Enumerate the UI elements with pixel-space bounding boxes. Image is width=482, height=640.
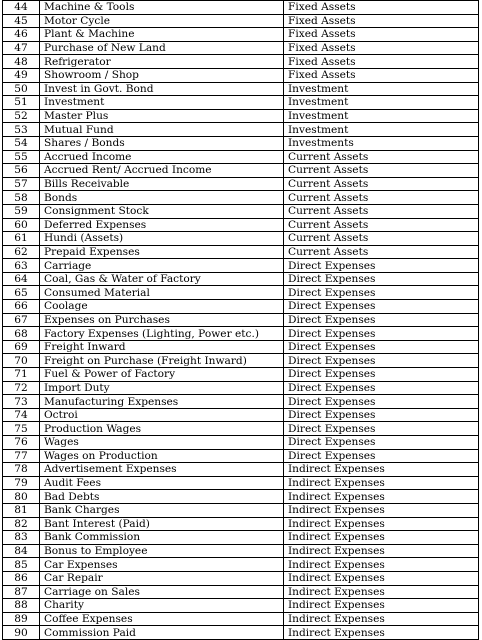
account-group-cell: Indirect Expenses: [284, 463, 479, 477]
table-row: [3, 422, 479, 436]
account-group-cell: Investment: [284, 109, 479, 123]
row-number-cell: 72: [3, 381, 40, 395]
ledger-name-cell: Fuel & Power of Factory: [40, 368, 284, 382]
table-row: [3, 313, 479, 327]
ledger-name-cell: Accrued Income: [40, 150, 284, 164]
account-group-cell: Direct Expenses: [284, 449, 479, 463]
table-row: [3, 96, 479, 110]
row-number-cell: 69: [3, 340, 40, 354]
ledger-name-cell: Wages: [40, 436, 284, 450]
ledger-name-cell: Bonus to Employee: [40, 544, 284, 558]
ledger-name-cell: Octroi: [40, 408, 284, 422]
row-number-cell: 73: [3, 395, 40, 409]
account-group-cell: Indirect Expenses: [284, 531, 479, 545]
ledger-name-cell: Machine & Tools: [40, 1, 284, 15]
table-row: [3, 585, 479, 599]
account-group-cell: Indirect Expenses: [284, 571, 479, 585]
ledger-name-cell: Accrued Rent/ Accrued Income: [40, 164, 284, 178]
table-row: [3, 381, 479, 395]
ledger-name-cell: Consumed Material: [40, 286, 284, 300]
table-row: [3, 204, 479, 218]
table-row: [3, 503, 479, 517]
row-number-cell: 61: [3, 232, 40, 246]
account-group-cell: Direct Expenses: [284, 300, 479, 314]
account-group-cell: Indirect Expenses: [284, 626, 479, 640]
row-number-cell: 90: [3, 626, 40, 640]
table-row: [3, 177, 479, 191]
table-row: [3, 340, 479, 354]
row-number-cell: 53: [3, 123, 40, 137]
account-group-cell: Indirect Expenses: [284, 558, 479, 572]
table-row: [3, 517, 479, 531]
ledger-name-cell: Advertisement Expenses: [40, 463, 284, 477]
row-number-cell: 78: [3, 463, 40, 477]
account-group-cell: Direct Expenses: [284, 354, 479, 368]
ledger-name-cell: Mutual Fund: [40, 123, 284, 137]
table-row: [3, 599, 479, 613]
account-group-cell: Investment: [284, 96, 479, 110]
ledger-name-cell: Purchase of New Land: [40, 41, 284, 55]
account-group-cell: Fixed Assets: [284, 14, 479, 28]
table-row: [3, 259, 479, 273]
ledger-name-cell: Consignment Stock: [40, 204, 284, 218]
row-number-cell: 70: [3, 354, 40, 368]
row-number-cell: 89: [3, 612, 40, 626]
row-number-cell: 55: [3, 150, 40, 164]
ledger-name-cell: Car Repair: [40, 571, 284, 585]
ledger-name-cell: Coolage: [40, 300, 284, 314]
ledger-name-cell: Prepaid Expenses: [40, 245, 284, 259]
ledger-name-cell: Master Plus: [40, 109, 284, 123]
ledger-name-cell: Coal, Gas & Water of Factory: [40, 272, 284, 286]
row-number-cell: 44: [3, 1, 40, 15]
ledger-group-table: [2, 0, 479, 640]
ledger-name-cell: Hundi (Assets): [40, 232, 284, 246]
row-number-cell: 82: [3, 517, 40, 531]
row-number-cell: 71: [3, 368, 40, 382]
table-row: [3, 395, 479, 409]
table-row: [3, 14, 479, 28]
account-group-cell: Indirect Expenses: [284, 517, 479, 531]
row-number-cell: 66: [3, 300, 40, 314]
row-number-cell: 84: [3, 544, 40, 558]
table-row: [3, 354, 479, 368]
ledger-name-cell: Freight on Purchase (Freight Inward): [40, 354, 284, 368]
ledger-name-cell: Production Wages: [40, 422, 284, 436]
ledger-name-cell: Bonds: [40, 191, 284, 205]
account-group-cell: Indirect Expenses: [284, 599, 479, 613]
table-row: [3, 232, 479, 246]
account-group-cell: Investment: [284, 82, 479, 96]
table-row: [3, 28, 479, 42]
account-group-cell: Fixed Assets: [284, 68, 479, 82]
row-number-cell: 46: [3, 28, 40, 42]
table-row: [3, 286, 479, 300]
account-group-cell: Direct Expenses: [284, 395, 479, 409]
table-row: [3, 626, 479, 640]
row-number-cell: 63: [3, 259, 40, 273]
account-group-cell: Indirect Expenses: [284, 585, 479, 599]
row-number-cell: 67: [3, 313, 40, 327]
row-number-cell: 81: [3, 503, 40, 517]
row-number-cell: 54: [3, 136, 40, 150]
ledger-name-cell: Bad Debts: [40, 490, 284, 504]
account-group-cell: Direct Expenses: [284, 327, 479, 341]
account-group-cell: Direct Expenses: [284, 340, 479, 354]
ledger-name-cell: Manufacturing Expenses: [40, 395, 284, 409]
ledger-name-cell: Import Duty: [40, 381, 284, 395]
table-row: [3, 136, 479, 150]
row-number-cell: 76: [3, 436, 40, 450]
row-number-cell: 58: [3, 191, 40, 205]
row-number-cell: 88: [3, 599, 40, 613]
table-row: [3, 218, 479, 232]
table-row: [3, 82, 479, 96]
row-number-cell: 79: [3, 476, 40, 490]
ledger-name-cell: Car Expenses: [40, 558, 284, 572]
ledger-name-cell: Commission Paid: [40, 626, 284, 640]
row-number-cell: 51: [3, 96, 40, 110]
table-row: [3, 123, 479, 137]
account-group-cell: Current Assets: [284, 204, 479, 218]
row-number-cell: 47: [3, 41, 40, 55]
ledger-name-cell: Plant & Machine: [40, 28, 284, 42]
table-row: [3, 436, 479, 450]
account-group-cell: Indirect Expenses: [284, 476, 479, 490]
row-number-cell: 62: [3, 245, 40, 259]
account-group-cell: Fixed Assets: [284, 55, 479, 69]
ledger-name-cell: Bills Receivable: [40, 177, 284, 191]
account-group-cell: Current Assets: [284, 245, 479, 259]
table-row: [3, 272, 479, 286]
account-group-cell: Direct Expenses: [284, 272, 479, 286]
ledger-name-cell: Carriage: [40, 259, 284, 273]
table-row: [3, 612, 479, 626]
account-group-cell: Indirect Expenses: [284, 490, 479, 504]
account-group-cell: Direct Expenses: [284, 259, 479, 273]
row-number-cell: 80: [3, 490, 40, 504]
table-row: [3, 558, 479, 572]
ledger-name-cell: Bank Commission: [40, 531, 284, 545]
ledger-name-cell: Shares / Bonds: [40, 136, 284, 150]
table-row: [3, 245, 479, 259]
row-number-cell: 45: [3, 14, 40, 28]
account-group-cell: Investments: [284, 136, 479, 150]
row-number-cell: 87: [3, 585, 40, 599]
table-row: [3, 191, 479, 205]
account-group-cell: Fixed Assets: [284, 28, 479, 42]
account-group-cell: Direct Expenses: [284, 436, 479, 450]
row-number-cell: 75: [3, 422, 40, 436]
account-group-cell: Current Assets: [284, 232, 479, 246]
row-number-cell: 74: [3, 408, 40, 422]
table-row: [3, 164, 479, 178]
row-number-cell: 77: [3, 449, 40, 463]
row-number-cell: 49: [3, 68, 40, 82]
row-number-cell: 68: [3, 327, 40, 341]
account-group-cell: Direct Expenses: [284, 422, 479, 436]
account-group-cell: Current Assets: [284, 218, 479, 232]
table-row: [3, 463, 479, 477]
ledger-name-cell: Freight Inward: [40, 340, 284, 354]
ledger-name-cell: Coffee Expenses: [40, 612, 284, 626]
account-group-cell: Indirect Expenses: [284, 544, 479, 558]
account-group-cell: Direct Expenses: [284, 313, 479, 327]
table-row: [3, 41, 479, 55]
row-number-cell: 59: [3, 204, 40, 218]
table-row: [3, 300, 479, 314]
row-number-cell: 83: [3, 531, 40, 545]
ledger-name-cell: Factory Expenses (Lighting, Power etc.): [40, 327, 284, 341]
ledger-name-cell: Bant Interest (Paid): [40, 517, 284, 531]
table-row: [3, 368, 479, 382]
row-number-cell: 60: [3, 218, 40, 232]
table-row: [3, 55, 479, 69]
account-group-cell: Direct Expenses: [284, 368, 479, 382]
account-group-cell: Current Assets: [284, 177, 479, 191]
row-number-cell: 48: [3, 55, 40, 69]
row-number-cell: 85: [3, 558, 40, 572]
table-row: [3, 449, 479, 463]
ledger-table-body: [3, 1, 479, 640]
ledger-name-cell: Deferred Expenses: [40, 218, 284, 232]
ledger-name-cell: Expenses on Purchases: [40, 313, 284, 327]
account-group-cell: Indirect Expenses: [284, 612, 479, 626]
ledger-name-cell: Motor Cycle: [40, 14, 284, 28]
ledger-name-cell: Charity: [40, 599, 284, 613]
table-row: [3, 476, 479, 490]
account-group-cell: Fixed Assets: [284, 41, 479, 55]
table-row: [3, 327, 479, 341]
ledger-name-cell: Carriage on Sales: [40, 585, 284, 599]
ledger-name-cell: Showroom / Shop: [40, 68, 284, 82]
account-group-cell: Direct Expenses: [284, 286, 479, 300]
ledger-name-cell: Investment: [40, 96, 284, 110]
table-row: [3, 1, 479, 15]
table-row: [3, 571, 479, 585]
row-number-cell: 56: [3, 164, 40, 178]
table-row: [3, 531, 479, 545]
table-row: [3, 109, 479, 123]
ledger-name-cell: Bank Charges: [40, 503, 284, 517]
ledger-name-cell: Invest in Govt. Bond: [40, 82, 284, 96]
table-row: [3, 68, 479, 82]
account-group-cell: Direct Expenses: [284, 381, 479, 395]
row-number-cell: 64: [3, 272, 40, 286]
row-number-cell: 57: [3, 177, 40, 191]
row-number-cell: 52: [3, 109, 40, 123]
ledger-name-cell: Refrigerator: [40, 55, 284, 69]
row-number-cell: 86: [3, 571, 40, 585]
account-group-cell: Indirect Expenses: [284, 503, 479, 517]
table-row: [3, 490, 479, 504]
account-group-cell: Current Assets: [284, 164, 479, 178]
account-group-cell: Direct Expenses: [284, 408, 479, 422]
ledger-name-cell: Wages on Production: [40, 449, 284, 463]
account-group-cell: Current Assets: [284, 150, 479, 164]
ledger-name-cell: Audit Fees: [40, 476, 284, 490]
row-number-cell: 50: [3, 82, 40, 96]
account-group-cell: Fixed Assets: [284, 1, 479, 15]
row-number-cell: 65: [3, 286, 40, 300]
account-group-cell: Investment: [284, 123, 479, 137]
account-group-cell: Current Assets: [284, 191, 479, 205]
table-row: [3, 408, 479, 422]
table-row: [3, 544, 479, 558]
table-row: [3, 150, 479, 164]
